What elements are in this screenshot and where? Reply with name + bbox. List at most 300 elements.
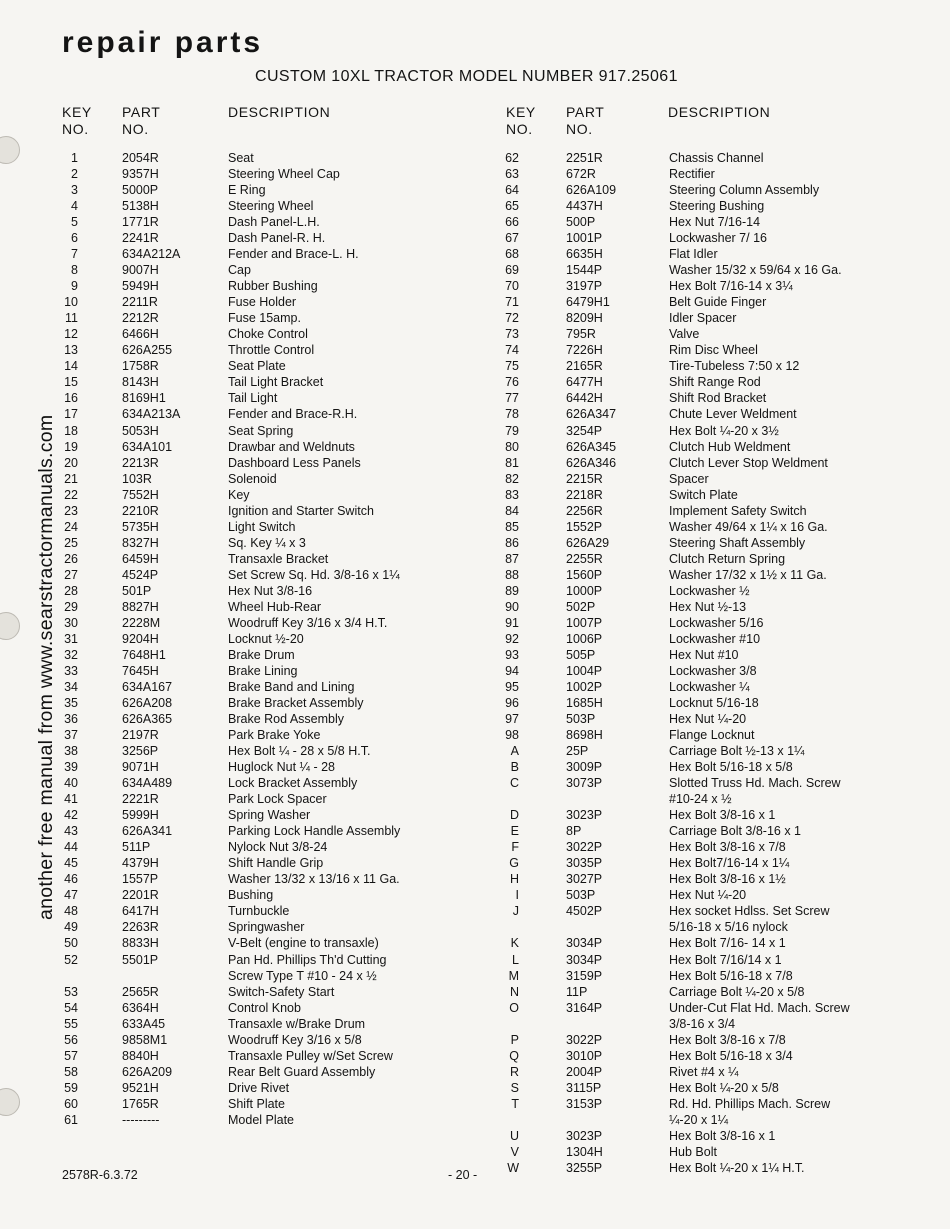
part-no: 626A347 <box>566 407 617 422</box>
part-no: 2241R <box>122 231 159 246</box>
key-no: D <box>509 808 519 823</box>
description: Hex socket Hdlss. Set Screw <box>669 904 830 919</box>
part-no: 2256R <box>566 503 603 518</box>
part-no: 2210R <box>122 503 159 518</box>
part-no: 5999H <box>122 808 159 823</box>
description: Steering Column Assembly <box>669 183 820 198</box>
description: Rectifier <box>669 167 715 182</box>
part-no: 7648H1 <box>122 647 166 662</box>
key-no: H <box>509 872 519 887</box>
part-no: 1765R <box>122 1096 159 1111</box>
key-no: 87 <box>505 551 519 566</box>
description: Hex Bolt 5/16-18 x 7/8 <box>669 968 793 983</box>
description: Brake Rod Assembly <box>228 712 345 727</box>
description: Hex Bolt 3/8-16 x 7/8 <box>669 1032 786 1047</box>
key-no: 96 <box>505 696 519 711</box>
key-no: 3 <box>71 183 78 198</box>
description: Hex Nut 7/16-14 <box>669 215 761 230</box>
right-key-header: KEY NO. <box>506 104 536 137</box>
part-no: 8209H <box>566 311 603 326</box>
description: Lock Bracket Assembly <box>228 776 358 791</box>
description: Rim Disc Wheel <box>669 343 758 358</box>
key-no: M <box>508 968 519 983</box>
part-no: 9858M1 <box>122 1032 168 1047</box>
part-no: 634A167 <box>122 679 173 694</box>
part-no: 3034P <box>566 952 603 967</box>
key-no: 21 <box>64 471 78 486</box>
part-no: 1557P <box>122 872 159 887</box>
description: Valve <box>669 327 700 342</box>
description: Nylock Nut 3/8-24 <box>228 840 328 855</box>
key-no: 75 <box>505 359 519 374</box>
key-no: T <box>511 1096 519 1111</box>
description: Hex Bolt 7/16/14 x 1 <box>669 952 782 967</box>
description: Shift Handle Grip <box>228 856 324 871</box>
key-no: 8 <box>71 263 78 278</box>
description: Seat Spring <box>228 423 294 438</box>
key-no: 37 <box>64 728 78 743</box>
description: ¼-20 x 1¼ <box>669 1112 729 1127</box>
part-no: 8169H1 <box>122 391 166 406</box>
part-no: 9204H <box>122 631 159 646</box>
key-no: 11 <box>65 311 78 326</box>
description: Idler Spacer <box>669 311 737 326</box>
part-no: 5735H <box>122 519 159 534</box>
key-no: 89 <box>505 583 519 598</box>
key-no: 4 <box>71 199 78 214</box>
key-no: 24 <box>64 519 78 534</box>
part-no: 2228M <box>122 615 161 630</box>
part-no: 8143H <box>122 375 159 390</box>
key-no: 90 <box>505 599 519 614</box>
description: Chute Lever Weldment <box>669 407 797 422</box>
key-no: 95 <box>505 679 519 694</box>
description: Steering Bushing <box>669 199 765 214</box>
description: Wheel Hub-Rear <box>228 599 322 614</box>
key-no: 64 <box>505 183 519 198</box>
key-no: 38 <box>64 744 78 759</box>
key-no: 18 <box>64 423 78 438</box>
description: Park Lock Spacer <box>228 792 327 807</box>
description: Slotted Truss Hd. Mach. Screw <box>669 776 841 791</box>
description: Washer 17/32 x 1½ x 11 Ga. <box>669 567 827 582</box>
part-no: 6417H <box>122 904 159 919</box>
page-number: - 20 - <box>448 1168 478 1182</box>
key-no: 31 <box>64 631 78 646</box>
description: Brake Lining <box>228 663 298 678</box>
part-no: 5949H <box>122 279 159 294</box>
part-no: 2218R <box>566 487 603 502</box>
part-no: 7645H <box>122 663 159 678</box>
description: 5/16-18 x 5/16 nylock <box>669 920 788 935</box>
part-no: 6477H <box>566 375 603 390</box>
part-no: 5501P <box>122 952 159 967</box>
key-no: E <box>510 824 519 839</box>
key-no: W <box>507 1160 519 1175</box>
description: Control Knob <box>228 1000 301 1015</box>
key-no: 44 <box>64 840 78 855</box>
description: Transaxle Pulley w/Set Screw <box>228 1048 393 1063</box>
description: Flange Locknut <box>669 728 755 743</box>
key-no: 70 <box>505 279 519 294</box>
key-no: 92 <box>505 631 519 646</box>
part-no: 2251R <box>566 151 603 165</box>
description: Tail Light <box>228 391 278 406</box>
part-no: 3010P <box>566 1048 603 1063</box>
description: Sq. Key ¼ x 3 <box>228 535 306 550</box>
description: Hex Bolt ¼ - 28 x 5/8 H.T. <box>228 744 371 759</box>
key-no: 19 <box>64 439 78 454</box>
part-no: 3023P <box>566 808 603 823</box>
key-no: 57 <box>64 1048 78 1063</box>
part-no: 8840H <box>122 1048 159 1063</box>
key-no: 97 <box>505 712 519 727</box>
left-description-header: DESCRIPTION <box>228 104 331 120</box>
key-no: 25 <box>64 535 78 550</box>
description: Huglock Nut ¼ - 28 <box>228 760 335 775</box>
description: Brake Drum <box>228 647 295 662</box>
key-no: 83 <box>505 487 519 502</box>
part-no: 1007P <box>566 615 603 630</box>
key-no: 16 <box>64 391 78 406</box>
description: Rubber Bushing <box>228 279 318 294</box>
description: Spring Washer <box>228 808 311 823</box>
part-no: 6364H <box>122 1000 159 1015</box>
part-no: 2255R <box>566 551 603 566</box>
description: Key <box>228 487 250 502</box>
description: Hex Bolt 5/16-18 x 3/4 <box>669 1048 793 1063</box>
part-no: 9071H <box>122 760 159 775</box>
part-no: 1758R <box>122 359 159 374</box>
part-no: 501P <box>122 583 152 598</box>
description: Implement Safety Switch <box>669 503 807 518</box>
part-no: 2211R <box>122 295 158 310</box>
part-no: 6466H <box>122 327 159 342</box>
part-no: 626A109 <box>566 183 617 198</box>
description: Washer 49/64 x 1¼ x 16 Ga. <box>669 519 828 534</box>
description: Clutch Return Spring <box>669 551 786 566</box>
part-no: 500P <box>566 215 596 230</box>
part-no: 2565R <box>122 984 159 999</box>
description: Brake Band and Lining <box>228 679 355 694</box>
part-no: 626A346 <box>566 455 617 470</box>
key-no: N <box>509 984 519 999</box>
part-no: 503P <box>566 888 596 903</box>
part-no: 8698H <box>566 728 603 743</box>
form-code: 2578R-6.3.72 <box>62 1168 138 1182</box>
part-no: 11P <box>566 984 588 999</box>
key-no: U <box>509 1128 519 1143</box>
description: Springwasher <box>228 920 305 935</box>
part-no: 634A212A <box>122 247 181 262</box>
left-key-header: KEY NO. <box>62 104 92 137</box>
description: Rivet #4 x ¼ <box>669 1064 739 1079</box>
key-no: 67 <box>505 231 519 246</box>
description: Switch Plate <box>669 487 738 502</box>
description: Hex Bolt 3/8-16 x 7/8 <box>669 840 786 855</box>
part-no: 3009P <box>566 760 603 775</box>
key-no: 80 <box>505 439 519 454</box>
website-watermark: another free manual from www.searstractormanuals.com <box>35 414 57 920</box>
key-no: Q <box>509 1048 519 1063</box>
description: Hex Nut 3/8-16 <box>228 583 313 598</box>
key-no: C <box>509 776 519 791</box>
key-no: 81 <box>505 455 519 470</box>
part-no: 5000P <box>122 183 159 198</box>
part-no: 7226H <box>566 343 603 358</box>
key-no: 6 <box>71 231 78 246</box>
part-no: 2263R <box>122 920 159 935</box>
description: Hex Nut ½-13 <box>669 599 747 614</box>
part-no: 2212R <box>122 311 159 326</box>
part-no: --------- <box>122 1112 160 1127</box>
key-no: 52 <box>64 952 78 967</box>
description: Tire-Tubeless 7:50 x 12 <box>669 359 800 374</box>
description: Hex Bolt7/16-14 x 1¼ <box>669 856 790 871</box>
description: Hex Nut ¼-20 <box>669 712 747 727</box>
description: Hex Bolt ¼-20 x 5/8 <box>669 1080 779 1095</box>
description: E Ring <box>228 183 266 198</box>
key-no: 65 <box>505 199 519 214</box>
key-no: 69 <box>505 263 519 278</box>
key-no: 55 <box>64 1016 78 1031</box>
part-no: 1771R <box>122 215 159 230</box>
key-no: 10 <box>64 295 78 310</box>
part-no: 9521H <box>122 1080 159 1095</box>
key-no: 42 <box>64 808 78 823</box>
key-no: 40 <box>64 776 78 791</box>
part-no: 5138H <box>122 199 159 214</box>
part-no: 3197P <box>566 279 603 294</box>
description: Hex Bolt 3/8-16 x 1 <box>669 808 776 823</box>
description: Screw Type T #10 - 24 x ½ <box>228 968 377 983</box>
part-no: 626A208 <box>122 696 173 711</box>
part-no: 4524P <box>122 567 159 582</box>
key-no: S <box>510 1080 519 1095</box>
key-no: 48 <box>64 904 78 919</box>
description: Ignition and Starter Switch <box>228 503 374 518</box>
part-no: 626A255 <box>122 343 173 358</box>
description: Shift Range Rod <box>669 375 761 390</box>
description: Lockwasher 5/16 <box>669 615 764 630</box>
key-no: 9 <box>71 279 78 294</box>
description: Belt Guide Finger <box>669 295 767 310</box>
key-no: 91 <box>505 615 519 630</box>
part-no: 9357H <box>122 167 159 182</box>
description: Fender and Brace-R.H. <box>228 407 358 422</box>
key-no: 53 <box>64 984 78 999</box>
key-no: 85 <box>505 519 519 534</box>
part-no: 1304H <box>566 1144 603 1159</box>
description: Washer 13/32 x 13/16 x 11 Ga. <box>228 872 400 887</box>
description: Pan Hd. Phillips Th'd Cutting <box>228 952 387 967</box>
part-no: 502P <box>566 599 596 614</box>
key-no: 5 <box>71 215 78 230</box>
description: Dashboard Less Panels <box>228 455 361 470</box>
part-no: 634A101 <box>122 439 173 454</box>
part-no: 25P <box>566 744 589 759</box>
key-no: F <box>511 840 519 855</box>
description: Transaxle w/Brake Drum <box>228 1016 366 1031</box>
key-no: 86 <box>505 535 519 550</box>
binder-hole <box>0 612 20 640</box>
part-no: 634A489 <box>122 776 173 791</box>
part-no: 511P <box>122 840 151 855</box>
part-no: 3256P <box>122 744 159 759</box>
description: Clutch Lever Stop Weldment <box>669 455 828 470</box>
key-no: L <box>512 952 519 967</box>
key-no: J <box>512 904 519 919</box>
part-no: 2197R <box>122 728 159 743</box>
part-no: 4502P <box>566 904 603 919</box>
description: Park Brake Yoke <box>228 728 321 743</box>
part-no: 4379H <box>122 856 159 871</box>
part-no: 626A345 <box>566 439 617 454</box>
description: Flat Idler <box>669 247 718 262</box>
part-no: 3254P <box>566 423 603 438</box>
description: Dash Panel-R. H. <box>228 231 326 246</box>
binder-hole <box>0 136 20 164</box>
part-no: 3034P <box>566 936 603 951</box>
key-no: 74 <box>505 343 519 358</box>
key-no: 1 <box>71 151 78 165</box>
key-no: 88 <box>505 567 519 582</box>
key-no: 60 <box>64 1096 78 1111</box>
description: Brake Bracket Assembly <box>228 696 364 711</box>
key-no: 50 <box>64 936 78 951</box>
description: Solenoid <box>228 471 277 486</box>
part-no: 8327H <box>122 535 159 550</box>
part-no: 505P <box>566 647 596 662</box>
key-no: 68 <box>505 247 519 262</box>
part-no: 1006P <box>566 631 603 646</box>
key-no: 45 <box>64 856 78 871</box>
key-no: 12 <box>64 327 78 342</box>
description: Hex Bolt 5/16-18 x 5/8 <box>669 760 793 775</box>
key-no: 30 <box>64 615 78 630</box>
description: Drawbar and Weldnuts <box>228 439 355 454</box>
description: Steering Wheel <box>228 199 314 214</box>
description: Choke Control <box>228 327 308 342</box>
key-no: 14 <box>64 359 78 374</box>
part-no: 3153P <box>566 1096 603 1111</box>
part-no: 3115P <box>566 1080 602 1095</box>
description: Parking Lock Handle Assembly <box>228 824 401 839</box>
key-no: 61 <box>64 1112 78 1127</box>
key-no: 82 <box>505 471 519 486</box>
description: Cap <box>228 263 251 278</box>
key-no: 27 <box>64 567 78 582</box>
part-no: 626A209 <box>122 1064 173 1079</box>
description: Hex Bolt ¼-20 x 3½ <box>669 423 779 438</box>
key-no: 93 <box>505 647 519 662</box>
key-no: K <box>510 936 519 951</box>
key-no: 77 <box>505 391 519 406</box>
key-no: 59 <box>64 1080 78 1095</box>
description: Hex Nut ¼-20 <box>669 888 747 903</box>
key-no: 26 <box>64 551 78 566</box>
part-no: 1544P <box>566 263 603 278</box>
description: Fuse Holder <box>228 295 297 310</box>
part-no: 6442H <box>566 391 603 406</box>
key-no: 47 <box>64 888 78 903</box>
part-no: 6459H <box>122 551 159 566</box>
description: Woodruff Key 3/16 x 5/8 <box>228 1032 362 1047</box>
description: Lockwasher ¼ <box>669 679 750 694</box>
description: Shift Plate <box>228 1096 285 1111</box>
key-no: 33 <box>64 663 78 678</box>
description: Steering Wheel Cap <box>228 167 340 182</box>
description: Hex Nut #10 <box>669 647 739 662</box>
description: Hex Bolt 3/8-16 x 1½ <box>669 872 786 887</box>
description: Hex Bolt ¼-20 x 1¼ H.T. <box>669 1160 805 1175</box>
description: V-Belt (engine to transaxle) <box>228 936 379 951</box>
key-no: 13 <box>64 343 78 358</box>
key-no: I <box>515 888 519 903</box>
key-no: 20 <box>64 455 78 470</box>
key-no: 71 <box>505 295 519 310</box>
description: Hex Bolt 3/8-16 x 1 <box>669 1128 776 1143</box>
key-no: 98 <box>505 728 519 743</box>
part-no: 2213R <box>122 455 159 470</box>
key-no: 34 <box>64 679 78 694</box>
description: Bushing <box>228 888 274 903</box>
part-no: 8827H <box>122 599 159 614</box>
key-no: 63 <box>505 167 519 182</box>
part-no: 795R <box>566 327 596 342</box>
key-no: O <box>509 1000 519 1015</box>
part-no: 626A341 <box>122 824 173 839</box>
part-no: 626A29 <box>566 535 610 550</box>
description: Shift Rod Bracket <box>669 391 767 406</box>
key-no: 54 <box>64 1000 78 1015</box>
description: Chassis Channel <box>669 151 764 165</box>
part-no: 626A365 <box>122 712 173 727</box>
description: Hex Bolt 7/16-14 x 3¼ <box>669 279 793 294</box>
page-title: repair parts <box>62 26 264 59</box>
description: Fender and Brace-L. H. <box>228 247 359 262</box>
description: Spacer <box>669 471 709 486</box>
key-no: R <box>509 1064 519 1079</box>
description: Locknut 5/16-18 <box>669 696 759 711</box>
part-no: 1560P <box>566 567 603 582</box>
description: Lockwasher ½ <box>669 583 750 598</box>
key-no: 78 <box>505 407 519 422</box>
part-no: 3255P <box>566 1160 603 1175</box>
description: Tail Light Bracket <box>228 375 324 390</box>
key-no: 43 <box>64 824 78 839</box>
key-no: B <box>510 760 519 775</box>
key-no: 28 <box>64 583 78 598</box>
key-no: V <box>510 1144 519 1159</box>
part-no: 2215R <box>566 471 603 486</box>
key-no: 84 <box>505 503 519 518</box>
key-no: 41 <box>64 792 78 807</box>
part-no: 634A213A <box>122 407 181 422</box>
part-no: 3022P <box>566 1032 603 1047</box>
description: Carriage Bolt ½-13 x 1¼ <box>669 744 805 759</box>
key-no: 46 <box>64 872 78 887</box>
description: Lockwasher 7/ 16 <box>669 231 767 246</box>
part-no: 633A45 <box>122 1016 166 1031</box>
description: Set Screw Sq. Hd. 3/8-16 x 1¼ <box>228 567 400 582</box>
part-no: 4437H <box>566 199 603 214</box>
left-part-header: PART NO. <box>122 104 161 137</box>
part-no: 3164P <box>566 1000 603 1015</box>
description: Model Plate <box>228 1112 295 1127</box>
key-no: 62 <box>505 151 519 165</box>
part-no: 8833H <box>122 936 159 951</box>
